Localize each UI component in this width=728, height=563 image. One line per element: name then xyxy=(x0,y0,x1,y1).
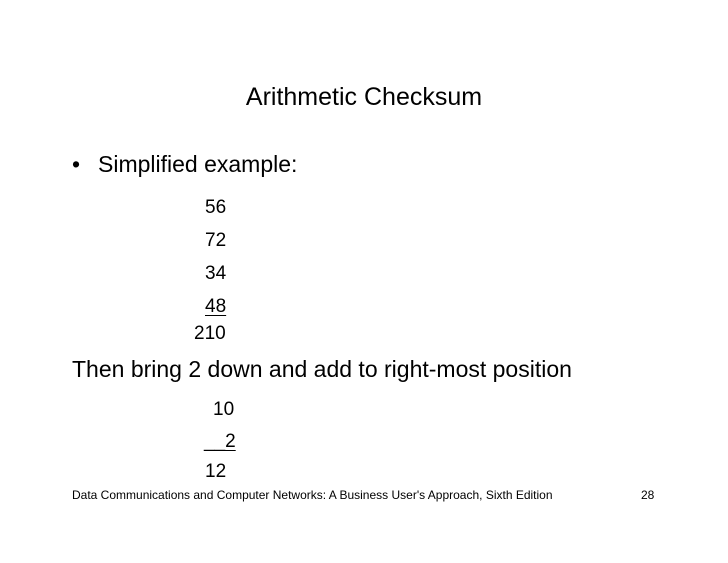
sum-total: 210 xyxy=(194,323,226,344)
result-addend-2 xyxy=(204,430,236,454)
page-number: 28 xyxy=(641,488,655,502)
footer-text: Data Communications and Computer Networks: A Business User's Approach, Sixth Edition xyxy=(72,488,553,502)
addend-2: 72 xyxy=(205,230,227,251)
bullet-item xyxy=(72,150,297,178)
result-addend-1: 10 xyxy=(213,399,235,420)
addend-3: 34 xyxy=(205,263,227,284)
instruction-text: Then bring 2 down and add to right-most position xyxy=(72,356,572,382)
bullet-text: Simplified example: xyxy=(98,151,298,177)
slide-title: Arithmetic Checksum xyxy=(245,83,483,111)
addend-4-value: 48 xyxy=(205,296,227,317)
checksum-result: 12 xyxy=(205,461,227,482)
result-addend-2-value: __2 xyxy=(204,431,236,452)
addend-1: 56 xyxy=(205,197,227,218)
addend-4 xyxy=(205,295,226,319)
bullet-marker: • xyxy=(72,151,81,177)
